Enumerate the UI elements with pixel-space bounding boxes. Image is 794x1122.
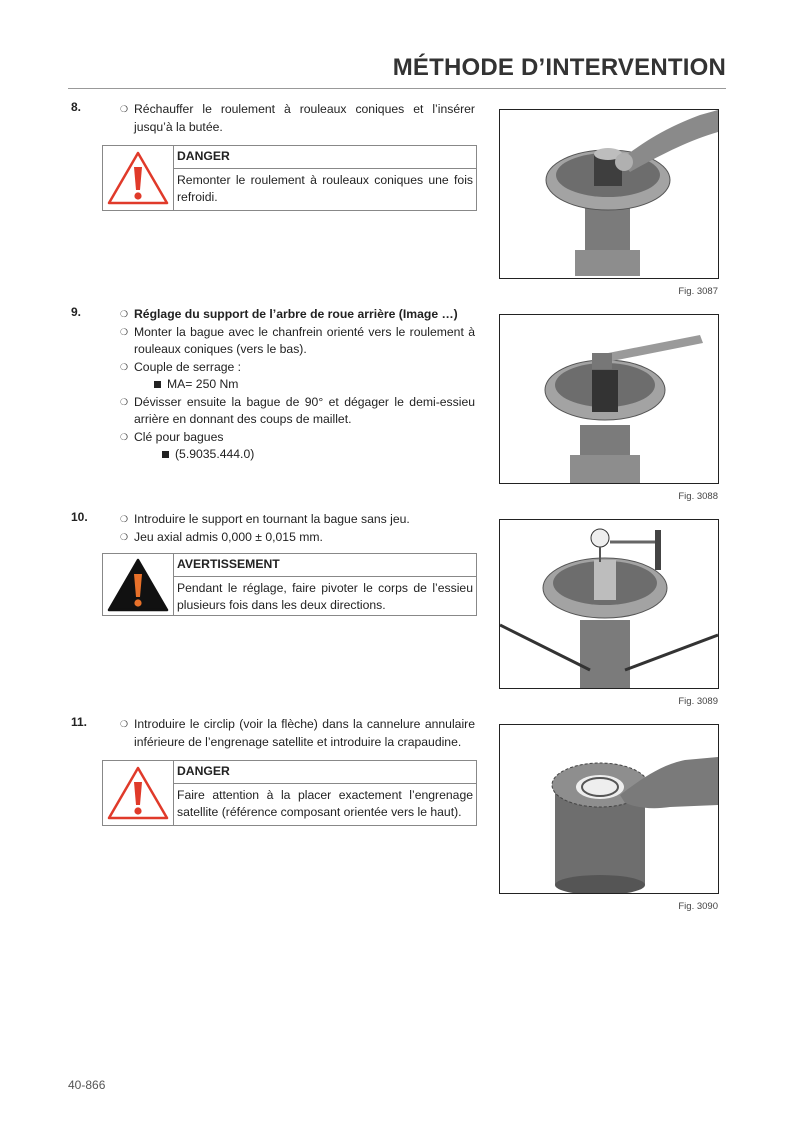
header-rule — [68, 88, 726, 89]
sub-item: (5.9035.444.0) — [162, 446, 475, 464]
step-number: 9. — [71, 305, 82, 319]
step-number: 11. — [71, 715, 88, 729]
figure-caption: Fig. 3088 — [678, 491, 718, 502]
list-item: ❍ Couple de serrage : — [120, 359, 242, 374]
figure-3087-photo — [499, 109, 719, 279]
callout-title: DANGER — [174, 761, 476, 784]
figure-3090-photo — [499, 724, 719, 894]
callout-text: Faire attention à la placer exactement l’engrenage satellite (référence composant orientée vers le haut). — [177, 787, 473, 819]
callout-title: AVERTISSEMENT — [174, 554, 476, 577]
warning-icon — [103, 554, 174, 615]
list-item: ❍ Réglage du support de l’arbre de roue arrière (Image …) — [120, 307, 458, 321]
list-item: ❍ Réchauffer le roulement à rouleaux coniques et l’insérer jusqu’à la butée. — [120, 102, 475, 134]
danger-icon — [103, 761, 174, 825]
list-item: ❍ Clé pour bagues — [120, 429, 224, 444]
step-9-text — [120, 306, 475, 464]
list-item: ❍ Monter la bague avec le chanfrein orienté vers le roulement à rouleaux coniques (vers le bas). — [120, 324, 475, 356]
step-11-text — [120, 716, 475, 751]
danger-callout — [102, 145, 477, 211]
step-number: 10. — [71, 510, 88, 524]
sub-item: MA= 250 Nm — [154, 376, 475, 394]
callout-title: DANGER — [174, 146, 476, 169]
list-item: ❍ Jeu axial admis 0,000 ± 0,015 mm. — [120, 529, 323, 544]
callout-text: Pendant le réglage, faire pivoter le corps de l’essieu plusieurs fois dans les deux directions. — [177, 580, 473, 612]
figure-caption: Fig. 3089 — [678, 696, 718, 707]
danger-icon — [103, 146, 174, 210]
step-number: 8. — [71, 100, 82, 114]
page-title: MÉTHODE D’INTERVENTION — [392, 54, 726, 81]
list-item: ❍ Introduire le circlip (voir la flèche) dans la cannelure annulaire inférieure de l’engrenage satellite et introduire la crapaudine. — [120, 717, 475, 749]
step-8-text — [120, 101, 475, 136]
callout-text: Remonter le roulement à rouleaux coniques une fois refroidi. — [177, 172, 473, 204]
danger-callout — [102, 760, 477, 826]
warning-callout — [102, 553, 477, 616]
list-item: ❍ Dévisser ensuite la bague de 90° et dégager le demi-essieu arrière en donnant des coups de maillet. — [120, 394, 475, 426]
page-number: 40-866 — [68, 1078, 106, 1092]
figure-3089-photo — [499, 519, 719, 689]
step-10-text — [120, 511, 475, 546]
figure-caption: Fig. 3087 — [678, 286, 718, 297]
figure-caption: Fig. 3090 — [678, 901, 718, 912]
figure-3088-photo — [499, 314, 719, 484]
list-item: ❍ Introduire le support en tournant la bague sans jeu. — [120, 512, 410, 526]
